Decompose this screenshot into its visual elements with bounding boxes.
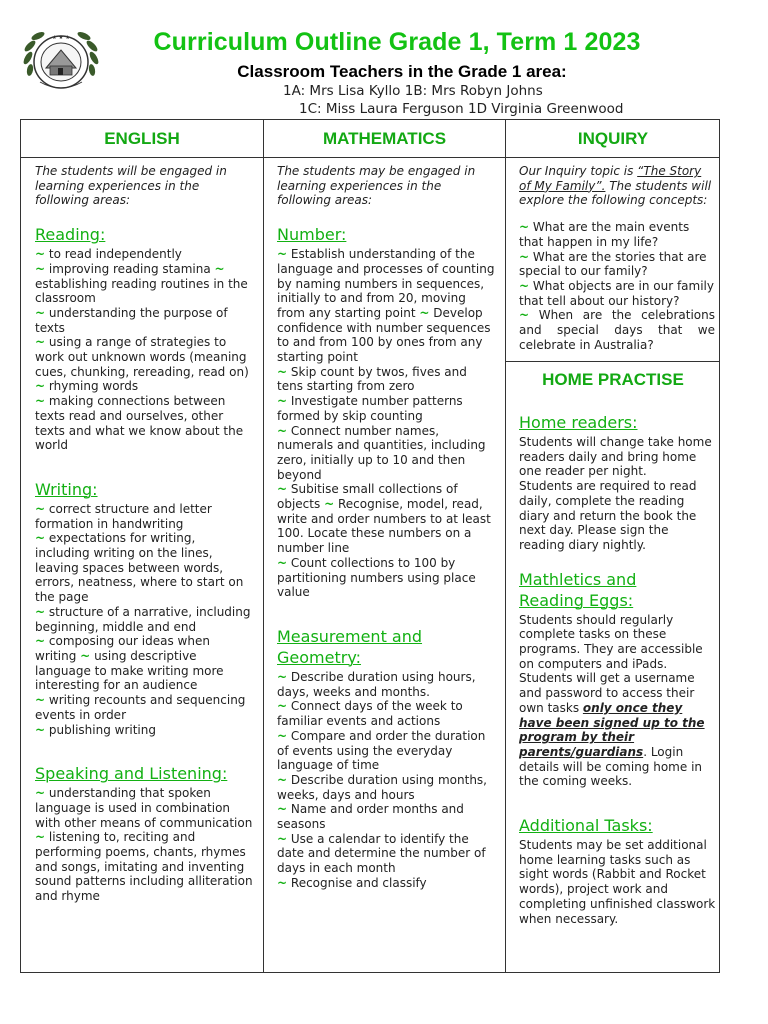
list-item: ~ publishing writing xyxy=(35,722,156,737)
mathematics-heading: MATHEMATICS xyxy=(322,129,447,148)
home-readers-text-1: Students will change take home readers daily and bring home one reader per night. xyxy=(519,435,712,479)
list-item: ~ composing our ideas when writing ~ using descriptive language to make writing more interesting for an audience xyxy=(35,634,224,693)
writing-list xyxy=(35,502,253,737)
home-practise-section xyxy=(519,412,717,926)
inquiry-heading: INQUIRY xyxy=(577,129,649,148)
home-readers-text-2: Students are required to read daily, complete the reading diary and return the book the next day. Please sign the reading diary nightly. xyxy=(519,479,697,552)
speaking-list xyxy=(35,786,253,904)
curriculum-table xyxy=(20,119,720,973)
teachers-line-1: 1A: Mrs Lisa Kyllo 1B: Mrs Robyn Johns xyxy=(283,83,543,99)
list-item: ~ What objects are in our family that tell about our history? xyxy=(519,278,714,308)
speaking-listening-heading: Speaking and Listening: xyxy=(35,764,228,784)
list-item: ~ writing recounts and sequencing events in order xyxy=(35,693,246,722)
list-item: ~ Compare and order the duration of events using the everyday language of time xyxy=(277,728,486,773)
reading-list xyxy=(35,247,253,453)
english-heading: ENGLISH xyxy=(104,129,180,148)
mathletics-text: Students should regularly complete tasks on these programs. They are accessible on computers and iPads. Students will get a username and password to access their own tasks only once they have been signed up to the program by their parents/guardians. Login details will be coming home in the coming weeks. xyxy=(519,612,705,789)
inquiry-column xyxy=(519,164,715,352)
list-item: ~ making connections between texts read and ourselves, other texts and what we know about the world xyxy=(35,394,244,453)
number-heading: Number: xyxy=(277,225,347,245)
list-item: ~ improving reading stamina ~ establishing reading routines in the classroom xyxy=(35,261,248,306)
list-item: ~ Recognise and classify xyxy=(277,875,427,890)
svg-text:★ ★ ★: ★ ★ ★ xyxy=(51,35,71,41)
inquiry-list xyxy=(519,220,715,352)
inquiry-divider xyxy=(505,361,719,362)
english-intro: The students will be engaged in learning experiences in the following areas: xyxy=(35,164,227,208)
page-title: Curriculum Outline Grade 1, Term 1 2023 xyxy=(153,28,641,56)
home-readers-heading: Home readers: xyxy=(519,413,638,432)
additional-tasks-heading: Additional Tasks: xyxy=(519,816,653,836)
column-divider xyxy=(505,120,506,972)
list-item: ~ Describe duration using hours, days, weeks and months. xyxy=(277,669,476,699)
list-item: ~ Describe duration using months, weeks, days and hours xyxy=(277,772,487,802)
list-item: ~ Investigate number patterns formed by skip counting xyxy=(277,394,463,423)
writing-heading: Writing: xyxy=(35,479,98,499)
list-item: ~ Count collections to 100 by partitioning numbers using place value xyxy=(277,555,476,600)
inquiry-intro: Our Inquiry topic is “The Story of My Family”. The students will explore the following concepts: xyxy=(519,164,712,208)
list-item: ~ structure of a narrative, including beginning, middle and end xyxy=(35,604,251,634)
column-divider xyxy=(263,120,264,972)
english-column xyxy=(35,164,253,904)
measurement-list xyxy=(277,670,495,891)
additional-tasks-text: Students may be set additional home learning tasks such as sight words (Rabbit and Rocket words), project work and completing unfinished classwork when necessary. xyxy=(519,838,716,926)
teachers-line-2: 1C: Miss Laura Ferguson 1D Virginia Greenwood xyxy=(299,101,624,117)
parents-signup-note: only once they have been signed up to the program by their parents/guardians xyxy=(519,700,705,759)
mathletics-heading: Mathletics and Reading Eggs: xyxy=(519,569,637,610)
list-item: ~ Subitise small collections of objects ~ Recognise, model, read, write and order numbers to at least 100. Locate these numbers on a number line xyxy=(277,482,491,556)
list-item: ~ Connect number names, numerals and quantities, including zero, initially up to 10 and then beyond xyxy=(277,423,486,482)
list-item: ~ Name and order months and seasons xyxy=(277,802,464,832)
list-item: ~ Skip count by twos, fives and tens starting from zero xyxy=(277,364,467,394)
number-list xyxy=(277,247,495,600)
home-practise-heading: HOME PRACTISE xyxy=(542,370,684,389)
list-item: ~ understanding that spoken language is used in combination with other means of communication ~ listening to, reciting and performing poems, chants, rhymes and songs, imitating and inventing sound patterns including alliteration and rhyme xyxy=(35,786,253,904)
list-item: ~ Use a calendar to identify the date and determine the number of days in each month xyxy=(277,831,486,876)
reading-heading: Reading: xyxy=(35,225,106,245)
page-subtitle: Classroom Teachers in the Grade 1 area: xyxy=(237,62,567,81)
list-item: ~ When are the celebrations and special days that we celebrate in Australia? xyxy=(519,308,715,352)
list-item: ~ correct structure and letter formation in handwriting xyxy=(35,501,212,531)
list-item: ~ What are the stories that are special to our family? xyxy=(519,249,707,279)
measurement-geometry-heading: Measurement and Geometry: xyxy=(277,626,423,667)
list-item: ~ understanding the purpose of texts xyxy=(35,305,228,335)
mathematics-column xyxy=(277,164,495,891)
inquiry-topic: “The Story of My Family”. xyxy=(519,164,702,193)
list-item: ~ to read independently xyxy=(35,247,182,262)
list-item: ~ Connect days of the week to familiar events and actions xyxy=(277,699,463,729)
mathematics-intro: The students may be engaged in learning experiences in the following areas: xyxy=(277,164,476,208)
list-item: ~ What are the main events that happen in my life? xyxy=(519,220,690,249)
list-item: ~ expectations for writing, including writing on the lines, leaving spaces between words, errors, neatness, where to start on the page xyxy=(35,531,244,605)
list-item: ~ using a range of strategies to work out unknown words (meaning cues, chunking, rereading, read on) ~ rhyming words xyxy=(35,335,249,394)
list-item: ~ Establish understanding of the language and processes of counting by naming numbers in sequences, initially to and from 20, moving from any starting point ~ Develop confidence with number sequences to and from 100 by ones from any starting point xyxy=(277,247,495,365)
